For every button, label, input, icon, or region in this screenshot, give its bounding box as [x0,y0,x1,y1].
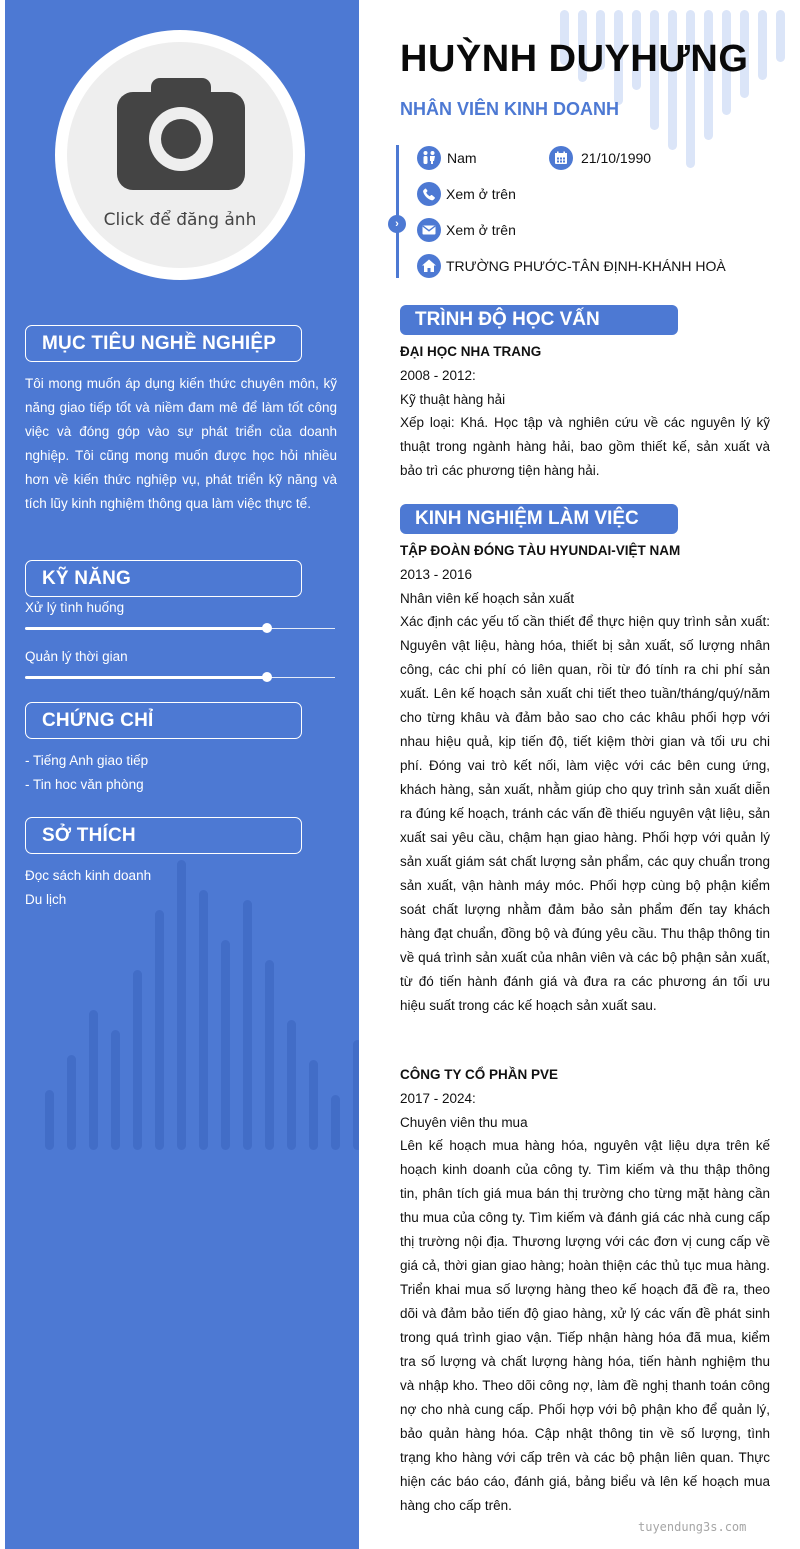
skill-level-knob [262,623,272,633]
job-period: 2013 - 2016 [400,567,473,582]
objective-heading: MỤC TIÊU NGHỀ NGHIỆP [25,325,302,362]
phone-icon [417,182,441,206]
skill-name: Xử lý tình huống [25,600,125,615]
education-period: 2008 - 2012: [400,368,476,383]
company-name: CÔNG TY CỔ PHẦN PVE [400,1067,559,1082]
header-decoration [556,10,800,170]
chevron-right-icon: › [388,215,406,233]
home-icon [417,254,441,278]
gender-value: Nam [447,150,477,166]
skill-level-fill [25,676,267,679]
education-major: Kỹ thuật hàng hải [400,392,506,407]
skill-level-knob [262,672,272,682]
photo-upload-label: Click để đăng ảnh [103,210,257,230]
photo-upload[interactable] [55,30,305,280]
school-name: ĐẠI HỌC NHA TRANG [400,344,542,359]
job-description: Xác định các yếu tố cần thiết để thực hiện quy trình sản xuất: Nguyên vật liệu, hàng hóa, thiết bị sản xuất, số lượng nhân công, các chi phí có liên quan, rồi từ đó tính ra chi phí sản xuất. Lên kế hoạch sản xuất chi tiết theo tuần/tháng/quý/năm cho từng khâu và đảm bảo sao cho các khâu phối hợp với nhau hiệu quả, kịp tiến độ, tiết kiệm thời gian và tối ưu chi phí. Đóng vai trò kết nối, làm việc với các bên cung ứng, khách hàng, sản xuất, nhằm giúp cho quy trình sản xuất diễn ra đúng kế hoạch, tránh các vấn đề thiếu nguyên vật liệu, sản xuất sai yêu cầu, chậm hạn giao hàng. Phối hợp với quản lý sản xuất giám sát chất lượng sản phẩm, các quy chuẩn trong sản xuất, vận hành máy móc. Phối hợp cùng bộ phận kiểm soát chất lượng nhằm đảm bảo sản phẩm đến tay khách hàng đạt chuẩn, đồng bộ và đúng yêu cầu. Thu thập thông tin về quá trình sản xuất của nhân viên và các bộ phận sản xuất, từ đó tiến hành đánh giá và đưa ra các phương án tối ưu hiệu suất trong các kế hoạch sản xuất sau. [400,614,770,1013]
job-period: 2017 - 2024: [400,1091,476,1106]
company-name: TẬP ĐOÀN ĐÓNG TÀU HYUNDAI-VIỆT NAM [400,543,681,558]
email-value: Xem ở trên [446,222,516,238]
skill-level-bar [25,677,335,678]
job-description: Lên kế hoạch mua hàng hóa, nguyên vật liệu dựa trên kế hoạch kinh doanh của công ty. Tìm kiếm và thu thập thông tin, phân tích giá mua bán thị trường cho từng mặt hàng cần thu mua của công ty. Tìm kiếm và đánh giá các nhà cung cấp thị trường nội địa. Thương lượng với các đơn vị cung cấp về giá cả, thời gian giao hàng; hoàn thiện các thủ tục mua hàng. Triển khai mua số lượng hàng theo kế hoạch đã đề ra, theo dõi và đảm bảo tiến độ giao hàng, xử lý các vấn đề phát sinh trong quá trình giao vận. Tiếp nhận hàng hóa đã mua, kiểm tra số lượng và chất lượng hàng hóa, tiến hành nghiệm thu và nhập kho. Theo dõi công nợ, làm đề nghị thanh toán công nợ cho nhà cung cấp. Phối hợp với bộ phận kho để quản lý, bảo quản hàng hóa. Cập nhật thông tin về số lượng, tình trạng kho hàng với cấp trên và các bộ phận liên quan. Thực hiện các báo cáo, đánh giá, bảng biểu và lên kế hoạch mua hàng cho cấp trên. [400,1138,770,1513]
education-description: Xếp loại: Khá. Học tập và nghiên cứu về các nguyên lý kỹ thuật trong ngành hàng hải, bao gồm thiết kế, sản xuất và bảo trì các phương tiện hàng hải. [400,415,770,478]
birthday-value: 21/10/1990 [581,150,652,166]
hobby-item: Đọc sách kinh doanh [25,868,152,883]
gender-icon [417,146,441,170]
photo-placeholder[interactable] [67,42,293,268]
education-heading: TRÌNH ĐỘ HỌC VẤN [400,305,678,335]
phone-value: Xem ở trên [446,186,516,202]
sidebar [5,0,359,1549]
candidate-name: HUỲNH DUYHƯNG [400,38,749,80]
hobbies-heading: SỞ THÍCH [25,817,302,854]
skill-level-fill [25,627,267,630]
certificate-item: - Tiếng Anh giao tiếp [25,753,149,768]
skill-level-bar [25,628,335,629]
objective-text: Tôi mong muốn áp dụng kiến thức chuyên môn, kỹ năng giao tiếp tốt và niềm đam mê để làm tốt công việc và đóng góp vào sự phát triển của doanh nghiệp. Tôi cũng mong muốn được học hỏi nhiều hơn về kiến thức nghiệp vụ, phát triển kỹ năng và tích lũy kinh nghiệm thông qua làm việc thực tế. [25,376,337,511]
experience-heading: KINH NGHIỆM LÀM VIỆC [400,504,678,534]
email-icon [417,218,441,242]
hobby-item: Du lịch [25,892,67,907]
skill-name: Quản lý thời gian [25,649,128,664]
camera-icon [117,78,245,190]
address-value: TRƯỜNG PHƯỚC-TÂN ĐỊNH-KHÁNH HOÀ [446,258,726,274]
certificates-heading: CHỨNG CHỈ [25,702,302,739]
watermark: tuyendung3s.com [638,1520,747,1534]
job-position: NHÂN VIÊN KINH DOANH [400,99,620,119]
job-title: Chuyên viên thu mua [400,1115,528,1130]
contact-divider [396,145,399,278]
skills-heading: KỸ NĂNG [25,560,302,597]
certificate-item: - Tin hoc văn phòng [25,777,144,792]
job-title: Nhân viên kế hoạch sản xuất [400,591,575,606]
calendar-icon [549,146,573,170]
